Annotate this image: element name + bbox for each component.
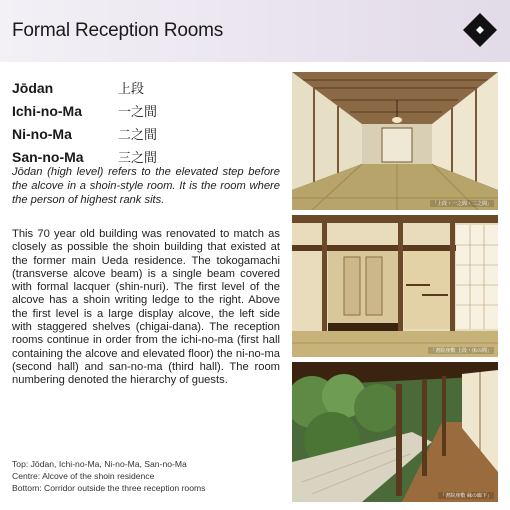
room-name-list — [12, 76, 282, 168]
room-roman-name: Jōdan — [12, 79, 54, 96]
photo-reception-rooms — [292, 72, 498, 210]
photo-corridor — [292, 362, 498, 502]
room-kanji-name: 三之間 — [118, 151, 158, 166]
room-row-jodan — [12, 76, 282, 99]
photo-label: 「書院座敷 縁の廊下」 — [440, 493, 492, 499]
family-crest-icon — [462, 12, 498, 48]
caption-centre: Centre: Alcove of the shoin residence — [12, 471, 155, 481]
room-row-ni-no-ma — [12, 122, 282, 145]
photo-captions — [12, 458, 282, 494]
page-header — [0, 0, 510, 62]
room-roman-name: San-no-Ma — [12, 148, 84, 165]
caption-top: Top: Jōdan, Ichi-no-Ma, Ni-no-Ma, San-no-Ma — [12, 459, 187, 469]
room-row-ichi-no-ma — [12, 99, 282, 122]
photo-shoin-alcove — [292, 215, 498, 357]
body-paragraph: This 70 year old building was renovated to match as closely as possible the shoin building that existed at the former main Ueda residence. The tokogamachi (transverse alcove beam) is a single beam covered with formal lacquer (shin-nuri). The first level of the alcove has a shoin writing ledge to the right. Above the first level is a large display alcove, the left side with staggered shelves (chigai-dana). The reception rooms continue in order from the ichi-no-ma (first hall containing the alcove and elevated floor) the ni-no-ma (second hall) and san-no-ma (third hall). The room numbering denoted the hierarchy of guests. — [12, 228, 280, 387]
intro-paragraph: Jōdan (high level) refers to the elevated step before the alcove in a shoin-style room. It is the room where the person of highest rank sits. — [12, 166, 280, 206]
caption-bottom: Bottom: Corridor outside the three reception rooms — [12, 483, 206, 493]
room-row-san-no-ma — [12, 145, 282, 168]
room-kanji-name: 一之間 — [118, 105, 158, 120]
photo-label: 「書院座敷 上段・床の間」 — [430, 348, 492, 354]
room-kanji-name: 二之間 — [118, 128, 158, 143]
room-roman-name: Ni-no-Ma — [12, 125, 72, 142]
room-kanji-name: 上段 — [118, 82, 145, 97]
page-title: Formal Reception Rooms — [12, 20, 224, 41]
room-roman-name: Ichi-no-Ma — [12, 102, 82, 119]
photo-label: 「上段・一之間・二之間」 — [431, 201, 492, 207]
